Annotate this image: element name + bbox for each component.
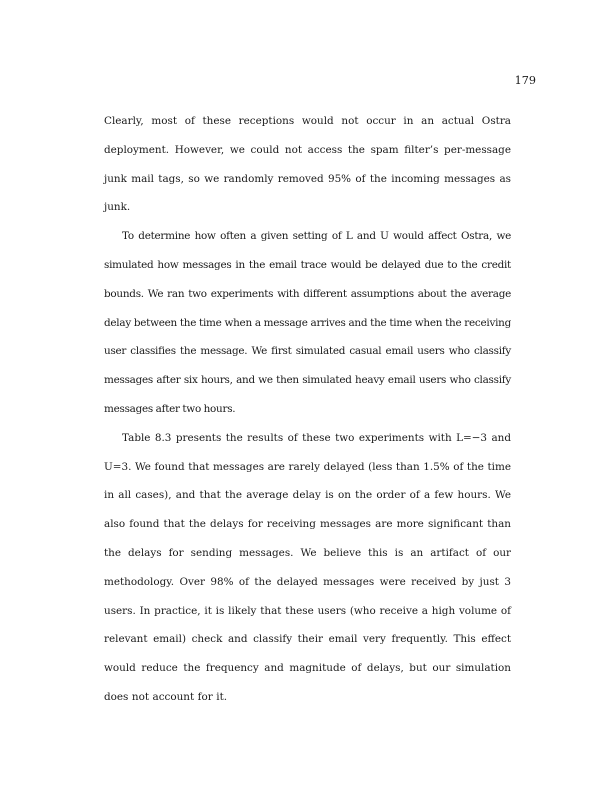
paragraph-1: Clearly, most of these receptions would not occur in an actual Ostra deployment. However, we could not access the spam filter’s per-message junk mail tags, so we randomly removed 95% of the incoming messages as junk. (104, 115, 511, 214)
paragraph-3: Table 8.3 presents the results of these two experiments with L=−3 and U=3. We found that messages are rarely delayed (less than 1.5% of the time in all cases), and that the average delay is on the order of a few hours. We also found that the delays for receiving messages are more significant than the delays for sending messages. We believe this is an artifact of our methodology. Over 98% of the delayed messages were received by just 3 users. In practice, it is likely that these users (who receive a high volume of relevant email) check and classify their email very frequently. This effect would reduce the frequency and magnitude of delays, but our simulation does not account for it. (104, 431, 511, 703)
paragraph-2: To determine how often a given setting of L and U would affect Ostra, we simulated how messages in the email trace would be delayed due to the credit bounds. We ran two experiments with different assumptions about the average delay between the time when a message arrives and the time when the receiving user classifies the message. We first simulated casual email users who classify messages after six hours, and we then simulated heavy email users who classify messages after two hours. (104, 230, 511, 415)
body-text (104, 107, 511, 712)
page-number: 179 (514, 74, 536, 87)
